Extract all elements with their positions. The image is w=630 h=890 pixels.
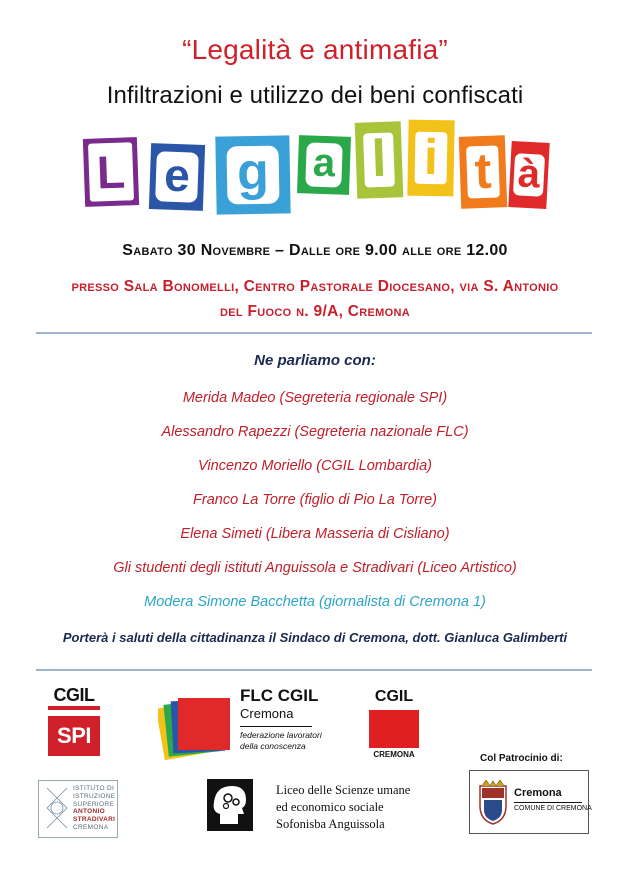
stradivari-line-6: CREMONA [73, 823, 109, 831]
cgil-spi-bottom: SPI [48, 716, 100, 756]
stradivari-line-4: ANTONIO [73, 808, 105, 816]
speaker-item: Merida Madeo (Segreteria regionale SPI) [182, 390, 448, 406]
event-title: “Legalità e antimafia” [182, 34, 448, 65]
cgil-spi-logo [48, 684, 100, 762]
cgil-cremona-top: CGIL [374, 688, 414, 705]
divider-bottom [36, 669, 592, 671]
patrocinio-label: Col Patrocinio di: [480, 753, 563, 764]
event-place-line-1: presso Sala Bonomelli, Centro Pastorale Diocesano, via S. Antonio [71, 278, 559, 295]
event-place-line-2: del Fuoco n. 9/A, Cremona [220, 303, 410, 320]
speaker-item: Franco La Torre (figlio di Pio La Torre) [193, 492, 437, 508]
speaker-item: Alessandro Rapezzi (Segreteria nazionale FLC) [161, 424, 469, 440]
banner-tile-1: L [83, 137, 139, 207]
liceo-line-2: ed economico sociale [276, 800, 384, 814]
greetings-prefix: Porterà i saluti della cittadinanza il Sindaco di Cremona, dott. [62, 630, 441, 645]
flc-cgil-line [240, 726, 312, 727]
liceo-text [276, 782, 410, 833]
flc-cgil-name: FLC CGIL [240, 686, 319, 705]
stradivari-line-1: ISTITUTO DI [73, 785, 115, 792]
cgil-cremona-bottom: CREMONA [373, 750, 415, 759]
flc-cgil-logo [158, 686, 322, 762]
banner-tile-6: i [407, 120, 454, 197]
speaker-item: Elena Simeti (Libera Masseria di Cisliano) [180, 526, 450, 542]
event-subtitle: Infiltrazioni e utilizzo dei beni confiscati [106, 82, 524, 109]
flc-cgil-city: Cremona [240, 706, 294, 721]
banner-tile-7: t [459, 135, 507, 209]
liceo-anguissola-logo [206, 778, 426, 834]
banner-tile-3: g [215, 135, 290, 214]
greetings-line [0, 630, 630, 645]
legalita-banner [0, 118, 630, 223]
flc-cgil-mark [158, 692, 234, 762]
liceo-line-3: Sofonisba Anguissola [276, 817, 385, 831]
liceo-line-1: Liceo delle Scienze umane [276, 783, 411, 797]
moderator-line: Modera Simone Bacchetta (giornalista di Cremona 1) [144, 594, 486, 610]
stradivari-logo [38, 780, 118, 838]
divider-top [36, 332, 592, 334]
banner-tile-2: e [149, 143, 205, 211]
banner-tile-8: à [508, 141, 549, 209]
comune-line [514, 802, 582, 803]
stradivari-line-5: STRADIVARI [73, 816, 116, 824]
event-date: Sabato 30 Novembre – Dalle ore 9.00 alle ore 12.00 [122, 242, 508, 259]
banner-tile-5: l [355, 121, 404, 199]
comune-sub: COMUNE DI CREMONA [514, 805, 592, 812]
banner-tile-4: a [297, 135, 351, 195]
cgil-cremona-logo [369, 688, 419, 760]
cgil-spi-top: CGIL [48, 684, 100, 710]
greetings-name: Gianluca Galimberti [444, 630, 568, 645]
stradivari-mark-icon [43, 784, 71, 834]
speaker-item: Gli studenti degli istituti Anguissola e Stradivari (Liceo Artistico) [113, 560, 517, 576]
cgil-cremona-block [369, 710, 419, 748]
flc-cgil-tagline-2: della conoscenza [240, 741, 306, 751]
liceo-head-icon [206, 778, 254, 832]
stradivari-line-3: SUPERIORE [73, 800, 114, 808]
speaker-item: Vincenzo Moriello (CGIL Lombardia) [198, 458, 432, 474]
speakers-intro: Ne parliamo con: [254, 352, 376, 369]
comune-cremona-logo [469, 770, 592, 834]
stradivari-line-2: ISTRUZIONE [73, 792, 116, 800]
stradivari-text [73, 785, 115, 832]
comune-name: Cremona [514, 787, 562, 799]
flc-cgil-tagline-1: federazione lavoratori [240, 730, 322, 740]
cremona-coat-of-arms-icon [476, 780, 510, 826]
